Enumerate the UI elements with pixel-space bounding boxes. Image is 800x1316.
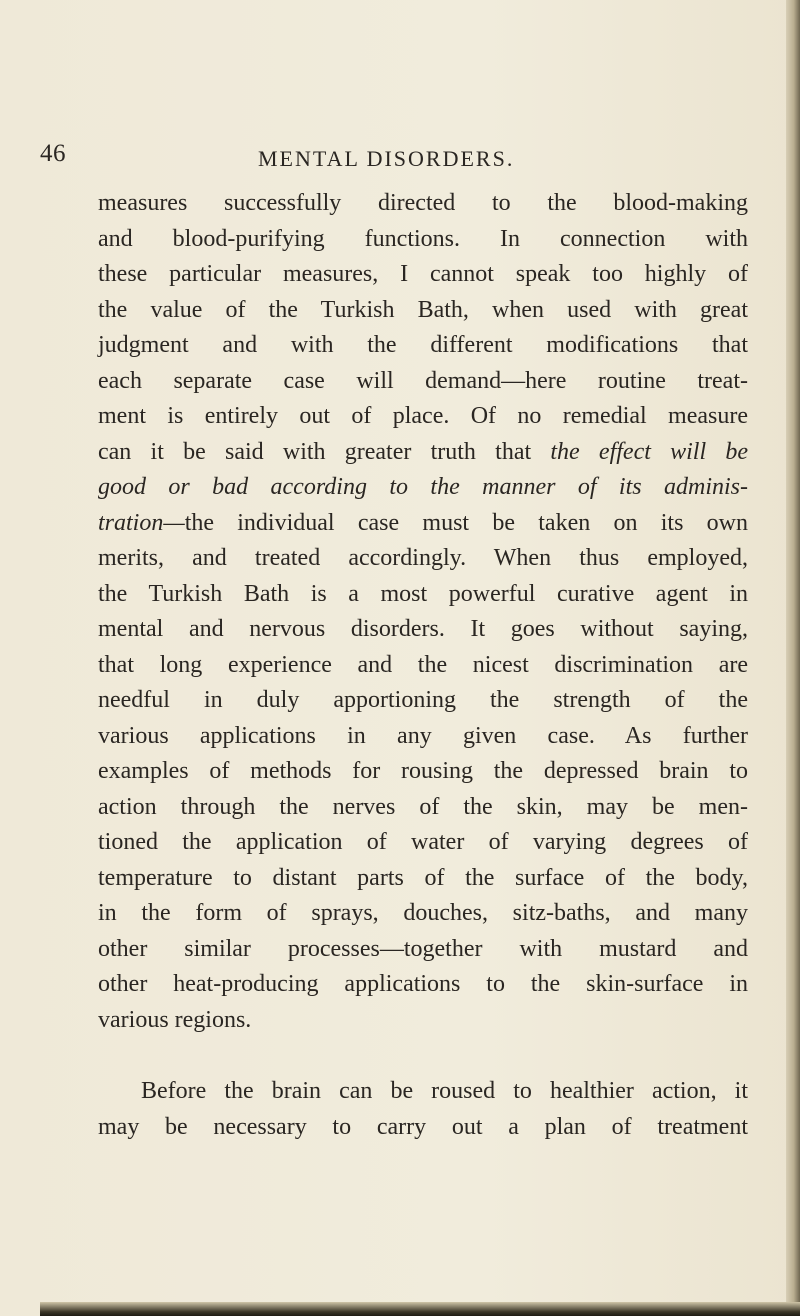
- text-run: can it be said with greater truth that: [98, 438, 532, 465]
- text-line: needful in duly apportioning the strength of the: [98, 687, 748, 713]
- text-line: Before the brain can be roused to healthier action, it: [141, 1078, 748, 1104]
- text-line: ment is entirely out of place. Of no remedial measure: [98, 403, 748, 429]
- paragraph-gap: [98, 1038, 748, 1074]
- text-line: in the form of sprays, douches, sitz-baths, and many: [98, 900, 748, 926]
- text-line: other heat-producing applications to the skin-surface in: [98, 971, 748, 997]
- text-line: these particular measures, I cannot speak too highly of: [98, 261, 748, 287]
- text-line: measures successfully directed to the blood-making: [98, 190, 748, 216]
- italic-text: the effect will be: [550, 438, 749, 465]
- text-line: and blood-purifying functions. In connection with: [98, 225, 748, 252]
- page-binding-edge: [786, 0, 800, 1316]
- running-head: MENTAL DISORDERS.: [258, 146, 515, 171]
- italic-line: good or bad according to the manner of its adminis-: [98, 474, 748, 500]
- text-line: judgment and with the different modifications that: [98, 332, 748, 358]
- paragraph-1: [98, 186, 748, 1038]
- body-text: [98, 186, 748, 1145]
- text-line: mental and nervous disorders. It goes without saying,: [98, 616, 748, 642]
- text-line: action through the nerves of the skin, may be men-: [98, 793, 748, 820]
- text-line: the value of the Turkish Bath, when used with great: [98, 296, 748, 323]
- text-line: the Turkish Bath is a most powerful curative agent in: [98, 580, 748, 607]
- text-line: [98, 435, 748, 471]
- page-number: 46: [40, 140, 66, 167]
- text-line: each separate case will demand—here routine treat-: [98, 367, 748, 394]
- text-line: that long experience and the nicest discrimination are: [98, 651, 748, 678]
- text-run: the individual case must be taken on its own: [184, 509, 748, 536]
- text-line: various regions.: [98, 1006, 252, 1033]
- text-line: may be necessary to carry out a plan of treatment: [98, 1113, 748, 1140]
- text-line: other similar processes—together with mustard and: [98, 935, 748, 962]
- text-line: tioned the application of water of varying degrees of: [98, 829, 748, 855]
- text-line: [98, 506, 748, 542]
- page-bottom-edge: [40, 1302, 800, 1316]
- paragraph-2: [98, 1074, 748, 1145]
- text-line: various applications in any given case. As further: [98, 722, 748, 749]
- text-line: examples of methods for rousing the depressed brain to: [98, 758, 748, 784]
- text-line: temperature to distant parts of the surface of the body,: [98, 864, 748, 891]
- text-line: merits, and treated accordingly. When thus employed,: [98, 545, 748, 571]
- italic-text: tration—: [98, 509, 185, 536]
